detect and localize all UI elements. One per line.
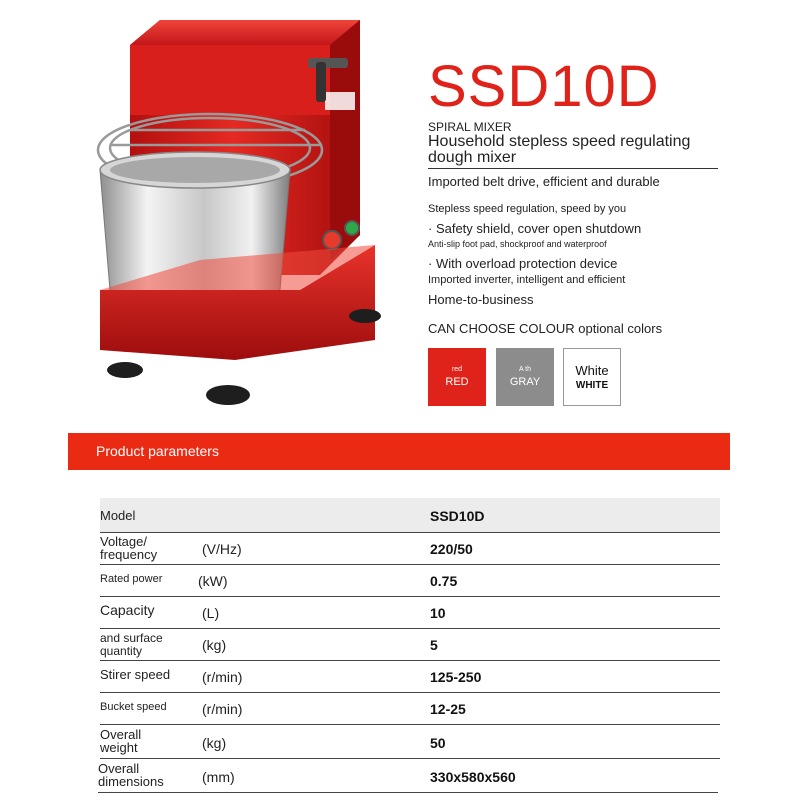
param-value: 50 [430,735,446,751]
param-name: Overall dimensions [98,761,164,789]
feature-item: · Safety shield, cover open shutdown [428,221,642,236]
swatch-label: WHITE [575,379,609,391]
banner-title: Product parameters [96,443,219,459]
table-row [100,498,720,533]
param-unit: (r/min) [202,701,243,717]
param-name: Stirer speed [100,667,171,682]
param-unit: (kg) [202,637,227,653]
feature-item: · With overload protection device [428,256,618,271]
color-swatch-white[interactable] [563,348,621,406]
feature-item: Home-to-business [428,292,534,307]
swatch-caption: White [575,362,609,378]
product-parameters-banner [68,433,730,470]
color-swatch-gray[interactable] [496,348,554,406]
table-row [100,597,720,629]
param-name: Bucket speed [100,701,167,713]
param-unit: (V/Hz) [202,541,242,557]
param-value: 5 [430,637,438,653]
param-unit: (kg) [202,735,227,751]
color-options-heading: CAN CHOOSE COLOUR optional colors [428,321,663,336]
model-title: SSD10D [428,54,660,119]
param-value: 220/50 [430,541,473,557]
description-divider [428,168,718,169]
param-value: 330x580x560 [430,769,516,785]
mixer-product-image [90,20,400,420]
param-name: Voltage/ frequency [100,534,158,562]
param-value: 0.75 [430,573,458,589]
swatch-label: GRAY [509,376,541,388]
table-row [100,693,720,725]
param-unit: (mm) [202,769,235,785]
feature-item: Imported belt drive, efficient and durable [428,174,660,189]
table-row [100,725,720,759]
swatch-caption: A th [518,366,532,373]
table-row [100,661,720,693]
table-row [100,629,720,661]
param-unit: (kW) [198,573,228,589]
swatch-caption: red [451,366,463,373]
param-value: SSD10D [430,508,485,524]
param-unit: (r/min) [202,669,243,685]
param-name: Rated power [100,573,163,585]
swatch-label: RED [445,376,469,388]
table-row [100,533,720,565]
param-value: 12-25 [430,701,466,717]
param-unit: (L) [202,605,220,621]
feature-item: Imported inverter, intelligent and efficient [428,274,626,286]
table-row [100,565,720,597]
product-subtitle: SPIRAL MIXER [428,120,512,134]
color-swatch-red[interactable] [428,348,486,406]
param-name: Capacity [100,602,155,618]
param-name: Model [100,508,136,523]
feature-item: Stepless speed regulation, speed by you [428,203,627,215]
feature-item: Anti-slip foot pad, shockproof and waterproof [428,239,607,249]
param-name: Overall weight [100,727,142,755]
param-name: and surface quantity [100,631,163,658]
product-description: Household stepless speed regulating dough mixer [428,133,691,166]
param-value: 10 [430,605,446,621]
table-row [98,759,718,793]
param-value: 125-250 [430,669,482,685]
